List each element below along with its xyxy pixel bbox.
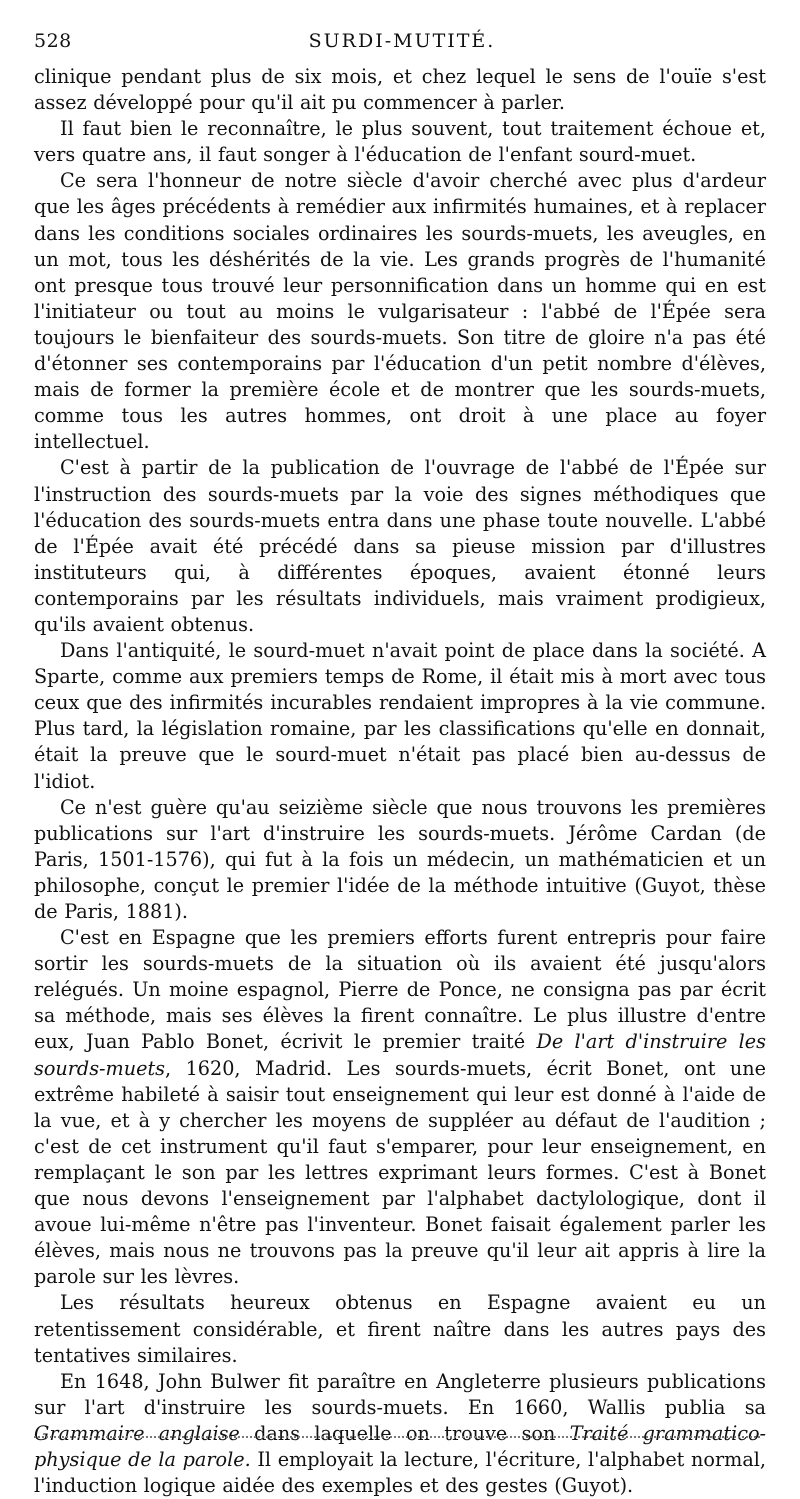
text-run: Il employait la lecture, l'écriture, l'alphabet normal, l'induction logique aidée des exemples et des gestes (Guyot). <box>34 1447 766 1498</box>
page-header <box>34 30 770 58</box>
body-text <box>34 64 766 1499</box>
page-number: 528 <box>34 30 72 52</box>
text-run: Dans l'antiquité, le sourd-muet n'avait point de place dans la société. A Sparte, comme aux premiers temps de Rome, il était mis à mort avec tous ceux que des infirmités incurables rendaient impropres à la vie commune. Plus tard, la législation romaine, par les classifications qu'elle en donnait, était la preuve que le sourd-muet n'était pas placé bien au-dessus de l'idiot. <box>34 639 766 793</box>
text-run: En 1648, John Bulwer fit paraître en Angleterre plusieurs publications sur l'art d'instruire les sourds-muets. En 1660, Wallis publia sa <box>34 1369 766 1419</box>
text-run: , 1620, Madrid. Les sourds-muets, écrit Bonet, ont une extrême habileté à saisir tout enseignement qui leur est donné à l'aide de la vue, et à y chercher les moyens de suppléer au défaut de l'audition ; c'est de cet instrument qu'il faut s'emparer, pour leur enseignement, en remplaçant le son par les lettres exprimant leurs formes. C'est à Bonet que nous devons l'enseignement par l'alphabet dactylologique, dont il avoue lui-même n'être pas l'inventeur. Bonet faisait également parler les élèves, mais nous ne trouvons pas la preuve qu'il leur ait appris à lire la parole sur les lèvres. <box>34 1056 766 1289</box>
text-run: C'est en Espagne que les premiers efforts furent entrepris pour faire sortir les sourds-muets de la situation où ils avaient été jusqu'alors relégués. Un moine espagnol, Pierre de Ponce, ne consigna pas par écrit sa méthode, mais ses élèves la firent connaître. Le plus illustre d'entre eux, Juan Pablo Bonet, écrivit le premier traité <box>34 926 766 1054</box>
paragraph <box>34 455 766 638</box>
text-run: Ce sera l'honneur de notre siècle d'avoir cherché avec plus d'ardeur que les âges précédents à remédier aux infirmités humaines, et à replacer dans les conditions sociales ordinaires les sourds-muets, les aveugles, en un mot, tous les déshérités de la vie. Les grands progrès de l'humanité ont presque tous trouvé leur personnification dans un homme qui en est l'initiateur ou tout au moins le vulgarisateur : l'abbé de l'Épée sera toujours le bienfaiteur des sourds-muets. Son titre de gloire n'a pas été d'étonner ses contemporains par l'éducation d'un petit nombre d'élèves, mais de former la première école et de montrer que les sourds-muets, comme tous les autres hommes, ont droit à une place au foyer intellectuel. <box>34 169 766 454</box>
italic-title: De l'art d'instruire les sourds-muets <box>34 1030 767 1080</box>
text-run: Les résultats heureux obtenus en Espagne avaient eu un retentissement considérable, et firent naître dans les autres pays des tentatives similaires. <box>34 1291 766 1367</box>
footer-dotted-rule <box>34 1436 760 1438</box>
text-run: dans laquelle on trouve son <box>239 1421 570 1445</box>
text-run: Ce n'est guère qu'au seizième siècle que nous trouvons les premières publications sur l'art d'instruire les sourds-muets. Jérôme Cardan (de Paris, 1501-1576), qui fut à la fois un médecin, un mathématicien et un philosophe, conçut le premier l'idée de la méthode intuitive (Guyot, thèse de Paris, 1881). <box>34 795 766 923</box>
paragraph <box>34 795 766 925</box>
paragraph <box>34 64 766 116</box>
paragraph <box>34 116 766 168</box>
paragraph <box>34 168 766 455</box>
paragraph <box>34 638 766 795</box>
paragraph <box>34 1290 766 1368</box>
running-head: SURDI-MUTITÉ. <box>308 30 496 52</box>
italic-title: Grammaire anglaise <box>34 1421 240 1445</box>
text-run: clinique pendant plus de six mois, et chez lequel le sens de l'ouïe s'est assez développé pour qu'il ait pu commencer à parler. <box>34 65 766 115</box>
text-run: Il faut bien le reconnaître, le plus souvent, tout traitement échoue et, vers quatre ans, il faut songer à l'éducation de l'enfant sourd-muet. <box>34 117 766 167</box>
paragraph <box>34 1369 766 1499</box>
italic-title: Traité grammatico-physique de la parole. <box>34 1421 767 1471</box>
paragraph <box>34 925 766 1290</box>
text-run: C'est à partir de la publication de l'ouvrage de l'abbé de l'Épée sur l'instruction des sourds-muets par la voie des signes méthodiques que l'éducation des sourds-muets entra dans une phase toute nouvelle. L'abbé de l'Épée avait été précédé dans sa pieuse mission par d'illustres instituteurs qui, à différentes époques, avaient étonné leurs contemporains par les résultats individuels, mais vraiment prodigieux, qu'ils avaient obtenus. <box>34 456 766 636</box>
